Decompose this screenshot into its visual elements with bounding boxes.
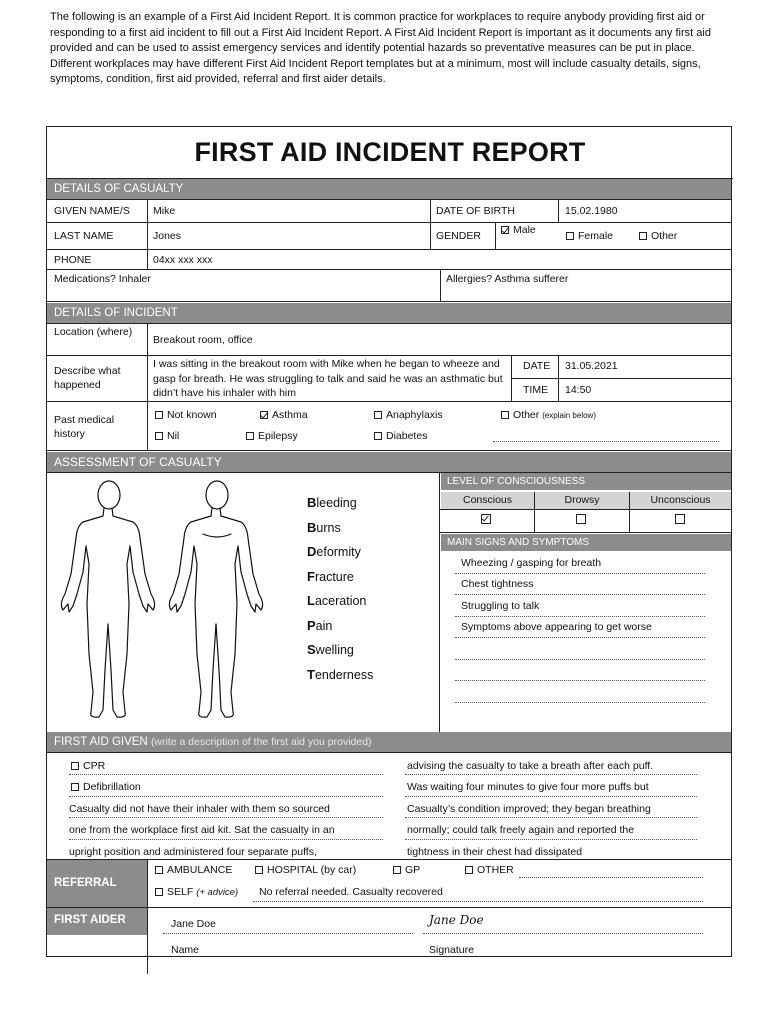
allergies-field[interactable]: Allergies? Asthma sufferer bbox=[446, 273, 569, 285]
checkbox-icon bbox=[374, 432, 382, 440]
history-option-epilepsy[interactable]: Epilepsy bbox=[246, 430, 298, 442]
injury-item[interactable] bbox=[307, 642, 354, 657]
injury-item[interactable] bbox=[307, 495, 357, 510]
injury-rest: urns bbox=[316, 520, 341, 535]
injury-item[interactable] bbox=[307, 520, 341, 535]
injury-item[interactable] bbox=[307, 544, 361, 559]
last-name-label: LAST NAME bbox=[54, 230, 114, 242]
checkbox-icon bbox=[155, 888, 163, 896]
checkbox-icon bbox=[566, 232, 574, 240]
sign-line-1[interactable]: Wheezing / gasping for breath bbox=[461, 557, 602, 569]
checkbox-icon bbox=[255, 866, 263, 874]
injury-initial: B bbox=[307, 495, 317, 510]
sign-line-3[interactable]: Struggling to talk bbox=[461, 600, 540, 612]
first-aid-cpr-option[interactable]: CPR bbox=[71, 760, 105, 772]
injury-rest: ain bbox=[315, 618, 333, 633]
first-aider-signature-value[interactable]: Jane Doe bbox=[429, 913, 484, 927]
checkbox-icon bbox=[393, 866, 401, 874]
injury-item[interactable] bbox=[307, 569, 354, 584]
history-option-not-known[interactable]: Not known bbox=[155, 409, 217, 421]
given-name-value[interactable]: Mike bbox=[153, 205, 176, 217]
first-aid-right-line-2[interactable]: Was waiting four minutes to give four more puffs but bbox=[407, 781, 649, 793]
location-label: Location (where) bbox=[54, 326, 133, 338]
describe-label: Describe what happened bbox=[54, 365, 121, 391]
checkbox-icon bbox=[260, 411, 268, 419]
injury-rest: enderness bbox=[314, 667, 374, 682]
history-option-anaphylaxis[interactable]: Anaphylaxis bbox=[374, 409, 443, 421]
sign-line-6[interactable] bbox=[455, 680, 705, 681]
intro-paragraph-2: Different workplaces may have different First Aid Incident Report templates but at a minimum, most will include casualty details, signs, symptoms, condition, first aid provided, referral and first aider details. bbox=[50, 57, 701, 86]
checkbox-icon bbox=[675, 514, 685, 524]
checkbox-icon bbox=[576, 514, 586, 524]
injury-rest: aceration bbox=[314, 594, 367, 608]
referral-label: REFERRAL bbox=[47, 860, 147, 907]
signs-header: MAIN SIGNS AND SYMPTOMS bbox=[441, 534, 731, 551]
consciousness-col-drowsy: Drowsy bbox=[535, 492, 629, 509]
first-aid-right-line-5[interactable]: tightness in their chest had dissipated bbox=[407, 846, 583, 858]
consciousness-col-conscious: Conscious bbox=[441, 492, 534, 509]
describe-value[interactable]: I was sitting in the breakout room with Mike when he began to wheeze and gasp for breath. He was struggling to talk and said he was an asthmatic but didn’t have his inhaler with him bbox=[153, 358, 503, 399]
form-title: FIRST AID INCIDENT REPORT bbox=[47, 127, 733, 179]
history-option-diabetes[interactable]: Diabetes bbox=[374, 430, 427, 442]
checkbox-icon bbox=[374, 411, 382, 419]
gender-option-female[interactable]: Female bbox=[566, 230, 613, 242]
injury-rest: leeding bbox=[316, 496, 357, 510]
injury-rest: racture bbox=[314, 569, 354, 584]
last-name-value[interactable]: Jones bbox=[153, 230, 182, 242]
referral-option-ambulance[interactable]: AMBULANCE bbox=[155, 864, 232, 876]
referral-note[interactable]: No referral needed. Casualty recovered bbox=[259, 886, 443, 898]
injury-rest: eformity bbox=[316, 545, 361, 559]
sign-line-4[interactable]: Symptoms above appearing to get worse bbox=[461, 621, 652, 633]
history-option-other[interactable]: Other (explain below) bbox=[501, 409, 596, 421]
referral-option-hospital[interactable]: HOSPITAL (by car) bbox=[255, 864, 356, 876]
medications-field[interactable]: Medications? Inhaler bbox=[54, 273, 151, 285]
first-aid-left-line-3[interactable]: upright position and administered four separate puffs, bbox=[69, 846, 317, 858]
injury-item[interactable] bbox=[307, 593, 366, 608]
checkbox-icon bbox=[481, 514, 491, 524]
sign-line-2[interactable]: Chest tightness bbox=[461, 578, 534, 590]
gender-label: GENDER bbox=[436, 230, 481, 242]
checkbox-icon bbox=[155, 432, 163, 440]
location-value[interactable]: Breakout room, office bbox=[153, 334, 253, 346]
incident-section-header: DETAILS OF INCIDENT bbox=[47, 303, 731, 323]
checkbox-icon bbox=[71, 783, 79, 791]
first-aid-left-line-1[interactable]: Casualty did not have their inhaler with them so sourced bbox=[69, 803, 330, 815]
first-aider-signature-caption: Signature bbox=[429, 944, 474, 956]
first-aid-section-header: FIRST AID GIVEN (write a description of the first aid you provided) bbox=[47, 732, 731, 752]
history-label: Past medical history bbox=[54, 414, 115, 440]
injury-rest: welling bbox=[315, 643, 354, 657]
consciousness-header: LEVEL OF CONSCIOUSNESS bbox=[441, 473, 731, 490]
referral-option-gp[interactable]: GP bbox=[393, 864, 420, 876]
first-aid-header-note: (write a description of the first aid you provided) bbox=[150, 736, 372, 748]
other-explain-note: (explain below) bbox=[542, 411, 596, 420]
consciousness-checkbox-conscious[interactable] bbox=[481, 514, 495, 526]
sign-line-7[interactable] bbox=[455, 702, 705, 703]
history-option-nil[interactable]: Nil bbox=[155, 430, 179, 442]
gender-option-male[interactable]: Male bbox=[501, 224, 536, 236]
date-label: DATE bbox=[523, 360, 551, 372]
casualty-section-header: DETAILS OF CASUALTY bbox=[47, 179, 731, 199]
first-aid-right-line-4[interactable]: normally; could talk freely again and reported the bbox=[407, 824, 635, 836]
referral-option-other[interactable]: OTHER bbox=[465, 864, 514, 876]
injury-initial: F bbox=[307, 568, 315, 584]
referral-other-line[interactable] bbox=[519, 877, 703, 878]
first-aider-name-caption: Name bbox=[171, 944, 200, 956]
body-diagram[interactable] bbox=[53, 474, 277, 726]
injury-initial: T bbox=[307, 666, 315, 682]
first-aider-label: FIRST AIDER bbox=[47, 908, 147, 935]
date-value[interactable]: 31.05.2021 bbox=[565, 360, 618, 372]
first-aid-form bbox=[46, 126, 732, 957]
intro-paragraph-1: The following is an example of a First Aid Incident Report. It is common practice for workplaces to require anybody providing first aid or responding to a first aid incident to fill out a First Aid Incident Report. A First Aid Incident Report is important as it documents any first aid provided and can be used to assist emergency services and identify potential hazards so preventative measures can be put in place. bbox=[50, 11, 711, 55]
checkbox-icon bbox=[155, 411, 163, 419]
checkbox-icon bbox=[71, 762, 79, 770]
consciousness-checkbox-unconscious[interactable] bbox=[675, 514, 689, 526]
first-aid-defibrillation-option[interactable]: Defibrillation bbox=[71, 781, 141, 793]
dob-label: DATE OF BIRTH bbox=[436, 205, 515, 217]
injury-item[interactable] bbox=[307, 667, 373, 682]
injury-item[interactable] bbox=[307, 618, 332, 633]
referral-self-note: (+ advice) bbox=[196, 887, 239, 898]
phone-label: PHONE bbox=[54, 254, 92, 266]
referral-option-self[interactable]: SELF (+ advice) bbox=[155, 886, 238, 898]
intro-text bbox=[50, 10, 718, 88]
first-aid-right-line-3[interactable]: Casualty’s condition improved; they began breathing bbox=[407, 803, 651, 815]
dob-value[interactable]: 15.02.1980 bbox=[565, 205, 618, 217]
phone-value[interactable]: 04xx xxx xxx bbox=[153, 254, 213, 266]
assessment-section-header: ASSESSMENT OF CASUALTY bbox=[47, 452, 731, 472]
given-name-label: GIVEN NAME/S bbox=[54, 205, 130, 217]
injury-initial: P bbox=[307, 617, 316, 633]
checkbox-icon bbox=[155, 866, 163, 874]
checkbox-icon bbox=[501, 226, 509, 234]
injury-initial: S bbox=[307, 642, 316, 657]
first-aider-name-value[interactable]: Jane Doe bbox=[171, 918, 216, 930]
first-aid-right-line-1[interactable]: advising the casualty to take a breath after each puff. bbox=[407, 760, 654, 772]
injury-initial: B bbox=[307, 519, 317, 535]
consciousness-checkbox-drowsy[interactable] bbox=[576, 514, 590, 526]
sign-line-5[interactable] bbox=[455, 659, 705, 660]
first-aid-left-line-2[interactable]: one from the workplace first aid kit. Sat the casualty in an bbox=[69, 824, 335, 836]
checkbox-icon bbox=[639, 232, 647, 240]
injury-initial: D bbox=[307, 544, 317, 559]
checkbox-icon bbox=[246, 432, 254, 440]
injury-initial: L bbox=[307, 593, 315, 608]
other-explain-line[interactable] bbox=[493, 441, 719, 442]
checkbox-icon bbox=[465, 866, 473, 874]
consciousness-col-unconscious: Unconscious bbox=[630, 492, 731, 509]
time-value[interactable]: 14:50 bbox=[565, 384, 592, 396]
checkbox-icon bbox=[501, 411, 509, 419]
history-option-asthma[interactable]: Asthma bbox=[260, 409, 308, 421]
time-label: TIME bbox=[523, 384, 549, 396]
gender-option-other[interactable]: Other bbox=[639, 230, 677, 242]
